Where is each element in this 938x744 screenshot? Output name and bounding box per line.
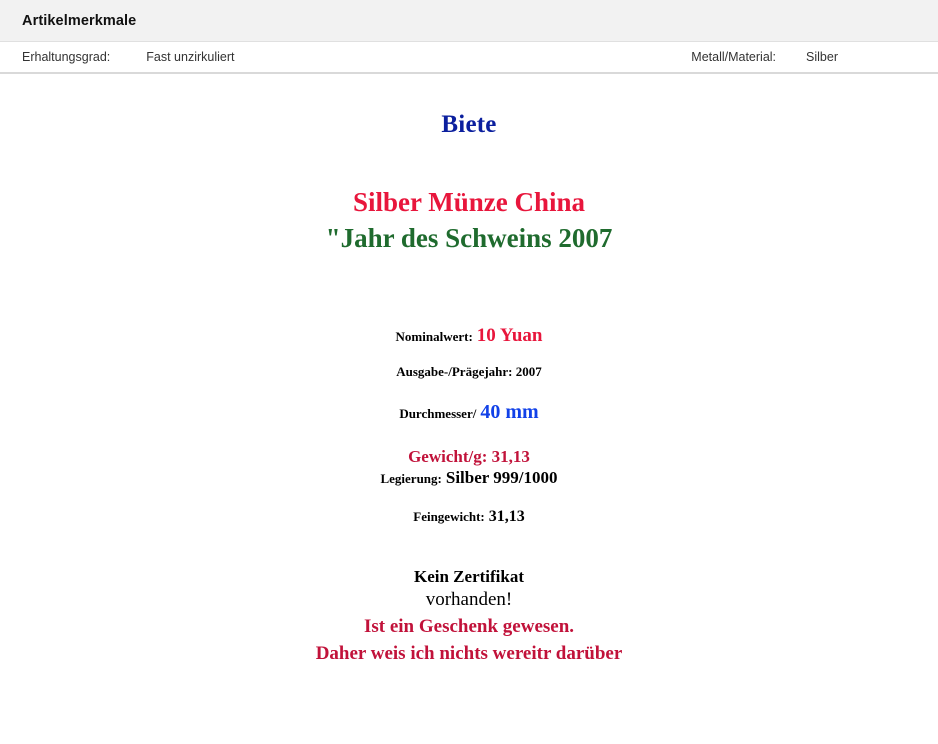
product-title-line-1: Silber Münze China	[352, 187, 586, 217]
specific-material-label: Metall/Material:	[691, 50, 777, 64]
item-specifics-panel	[0, 0, 938, 74]
fact-fine-weight	[0, 509, 938, 525]
fact-nominal-label: Nominalwert:	[395, 329, 473, 344]
certificate-note	[0, 567, 938, 665]
fact-mint-year: Ausgabe-/Prägejahr: 2007	[396, 364, 542, 379]
product-title-line-2: "Jahr des Schweins 2007	[325, 223, 613, 253]
specific-material-value: Silber	[806, 50, 838, 64]
fact-fine-weight-value: 31,13	[488, 508, 525, 525]
coin-facts-list	[0, 326, 938, 525]
listing-description	[0, 74, 938, 744]
fact-diameter-value: 40 mm	[480, 401, 539, 423]
specific-condition	[22, 50, 235, 64]
item-specifics-title: Artikelmerkmale	[22, 12, 137, 29]
fact-alloy	[0, 469, 938, 487]
item-specifics-header	[0, 0, 938, 42]
fact-alloy-label: Legierung:	[380, 471, 442, 486]
fact-nominal-amount: 10 Yuan	[476, 325, 543, 346]
fact-diameter	[0, 402, 938, 422]
specific-condition-value: Fast unzirkuliert	[146, 50, 235, 64]
fact-diameter-label: Durchmesser/	[399, 406, 477, 421]
specific-condition-label: Erhaltungsgrad:	[22, 50, 111, 64]
fact-alloy-value: Silber 999/1000	[445, 468, 558, 487]
fact-weight: Gewicht/g: 31,13	[408, 447, 530, 466]
certificate-note-line-1: Kein Zertifikat	[413, 567, 524, 586]
certificate-note-line-3: Ist ein Geschenk gewesen.	[363, 616, 575, 637]
certificate-note-line-2: vorhanden!	[425, 589, 513, 610]
item-specifics-row	[0, 42, 938, 73]
certificate-note-line-4: Daher weis ich nichts wereitr darüber	[315, 643, 623, 664]
specific-material	[691, 50, 838, 64]
fact-fine-weight-label: Feingewicht:	[413, 509, 485, 524]
fact-nominal-value	[0, 326, 938, 345]
offer-heading: Biete	[441, 111, 497, 138]
